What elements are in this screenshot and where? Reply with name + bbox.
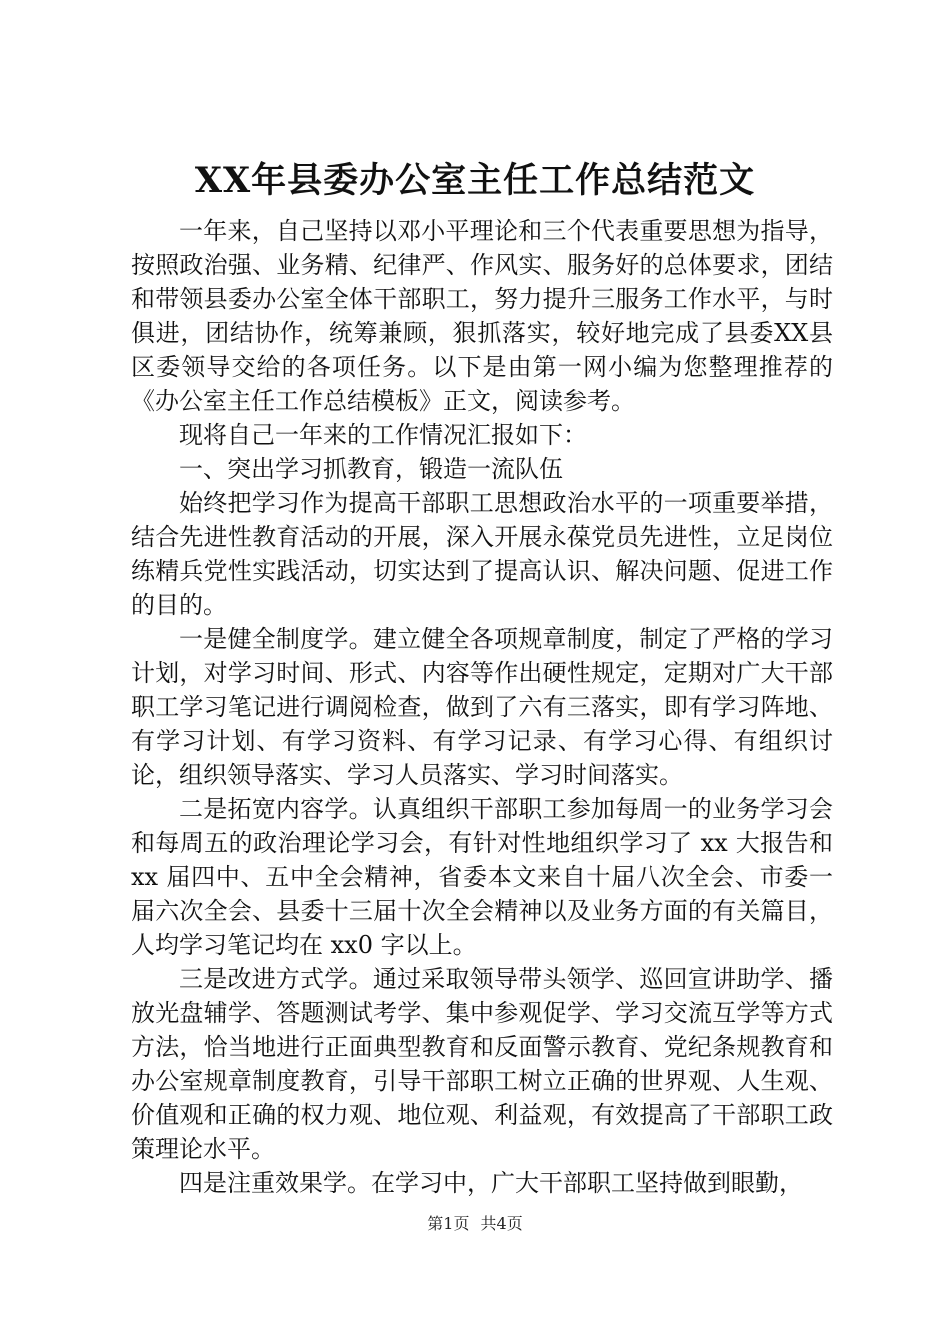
- paragraph-study-system: 一是健全制度学。建立健全各项规章制度，制定了严格的学习计划，对学习时间、形式、内容等作出硬性规定，定期对广大干部职工学习笔记进行调阅检查，做到了六有三落实，即有学习阵地、有学习计划、有学习资料、有学习记录、有学习心得、有组织讨论，组织领导落实、学习人员落实、学习时间落实。: [131, 625, 833, 789]
- paragraph-intro: 一年来，自己坚持以邓小平理论和三个代表重要思想为指导，按照政治强、业务精、纪律严、作风实、服务好的总体要求，团结和带领县委办公室全体干部职工，努力提升三服务工作水平，与时俱进，团结协作，统筹兼顾，狠抓落实，较好地完成了县委XX县区委领导交给的各项任务。以下是由第一网小编为您整理推荐的《办公室主任工作总结模板》正文，阅读参考。: [131, 217, 833, 415]
- document-title: XX年县委办公室主任工作总结范文: [194, 160, 756, 201]
- document-body: [131, 214, 833, 1200]
- page-number: 第1页: [427, 1214, 470, 1233]
- section-heading-1: 一、突出学习抓教育，锻造一流队伍: [179, 455, 563, 483]
- paragraph-study-method: 三是改进方式学。通过采取领导带头领学、巡回宣讲助学、播放光盘辅学、答题测试考学、集中参观促学、学习交流互学等方式方法，恰当地进行正面典型教育和反面警示教育、党纪条规教育和办公室规章制度教育，引导干部职工树立正确的世界观、人生观、价值观和正确的权力观、地位观、利益观，有效提高了干部职工政策理论水平。: [131, 965, 833, 1163]
- paragraph-study-content: 二是拓宽内容学。认真组织干部职工参加每周一的业务学习会和每周五的政治理论学习会，有针对性地组织学习了 xx 大报告和 xx 届四中、五中全会精神，省委本文来自十届八次全会、市委一届六次全会、县委十三届十次全会精神以及业务方面的有关篇目，人均学习笔记均在 xx0 字以上。: [131, 795, 833, 959]
- paragraph-study-overview: 始终把学习作为提高干部职工思想政治水平的一项重要举措，结合先进性教育活动的开展，深入开展永葆党员先进性，立足岗位练精兵党性实践活动，切实达到了提高认识、解决问题、促进工作的目的。: [131, 489, 833, 619]
- paragraph-study-effect: 四是注重效果学。在学习中，广大干部职工坚持做到眼勤，: [179, 1169, 803, 1197]
- paragraph-report-lead: 现将自己一年来的工作情况汇报如下：: [179, 421, 587, 449]
- page-footer: [0, 1214, 950, 1234]
- page-total: 共4页: [480, 1214, 523, 1233]
